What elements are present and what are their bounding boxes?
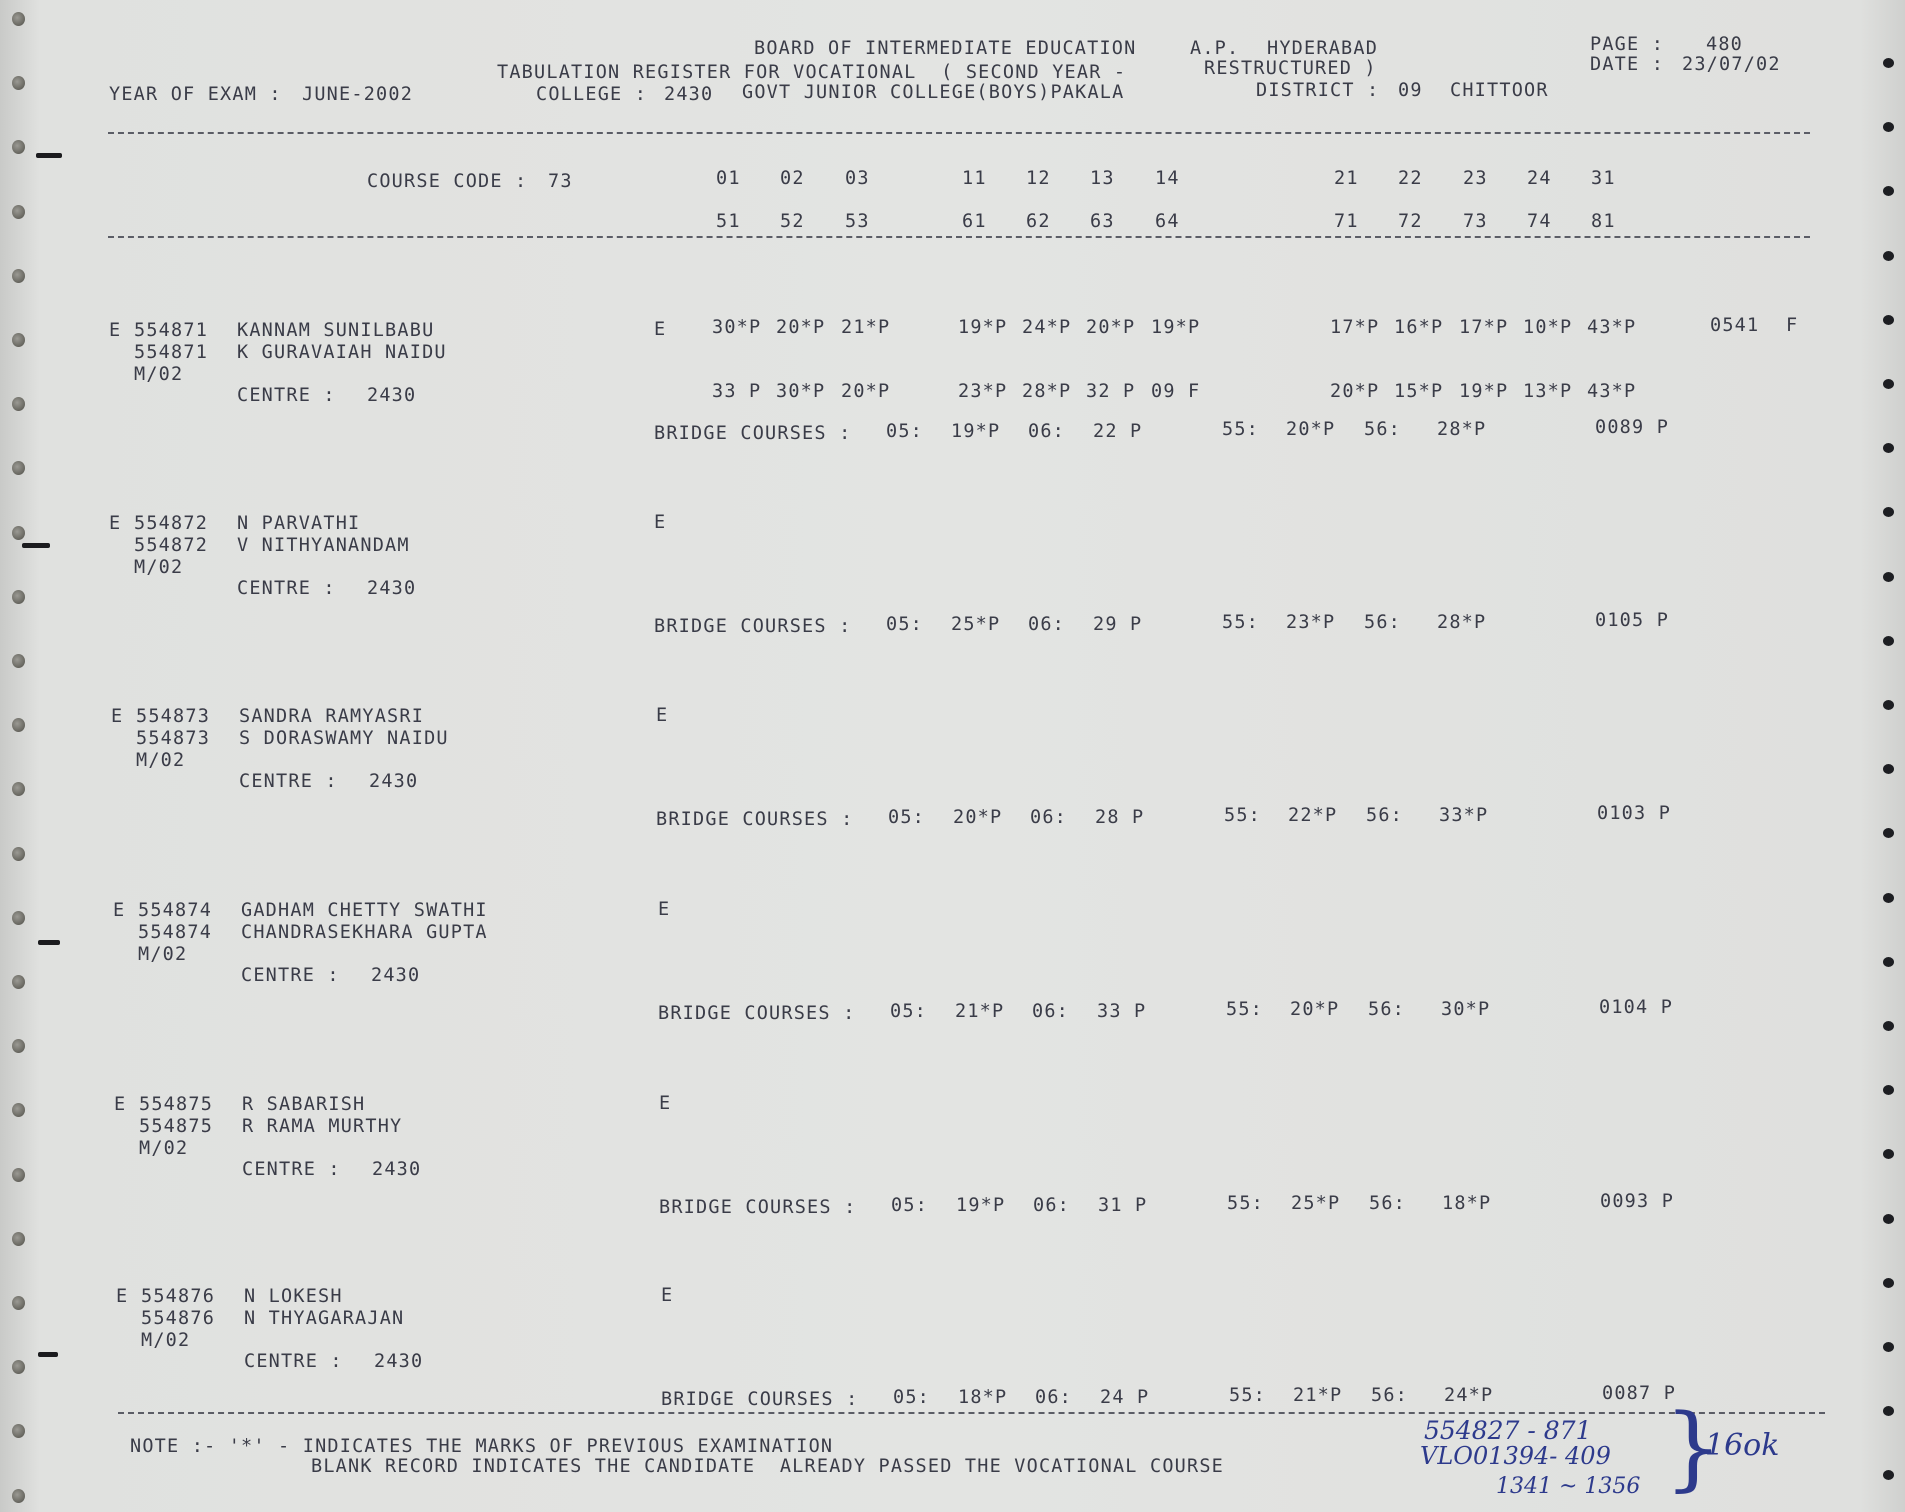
subject-mark: 30*P (712, 317, 762, 338)
candidate-name: GADHAM CHETTY SWATHI (241, 900, 488, 921)
registration-number: 554875 (139, 1116, 214, 1137)
bridge-code: 56: (1371, 1385, 1409, 1406)
subject-mark: 30*P (776, 381, 826, 402)
registration-number: 554871 (134, 342, 209, 363)
date-value: 23/07/02 (1682, 54, 1781, 75)
subject-mark: 15*P (1394, 381, 1444, 402)
medium-code: E (654, 319, 667, 340)
bridge-code: 55: (1226, 999, 1264, 1020)
record-prefix: E (111, 706, 124, 727)
subject-code: 52 (780, 211, 805, 232)
centre-label: CENTRE : (237, 578, 336, 599)
candidate-name: SANDRA RAMYASRI (239, 706, 425, 727)
bridge-mark: 22*P (1288, 805, 1338, 826)
bridge-mark: 18*P (1442, 1193, 1492, 1214)
bridge-mark: 20*P (953, 807, 1003, 828)
subject-mark: 09 F (1151, 381, 1201, 402)
divider-top (108, 132, 1810, 134)
restructured-label: RESTRUCTURED ) (1204, 58, 1377, 79)
margin-mark (22, 543, 50, 548)
bridge-code: 56: (1364, 419, 1402, 440)
subject-mark: 20*P (776, 317, 826, 338)
bridge-code: 55: (1224, 805, 1262, 826)
subject-mark: 10*P (1523, 317, 1573, 338)
subject-code: 24 (1527, 168, 1552, 189)
bridge-mark: 20*P (1286, 419, 1336, 440)
punch-hole-icon (1883, 700, 1894, 710)
bridge-total: 0089 P (1595, 417, 1670, 438)
medium-code: E (659, 1093, 672, 1114)
bridge-code: 06: (1030, 807, 1068, 828)
punch-hole-icon (1883, 58, 1894, 68)
bridge-mark: 21*P (1293, 1385, 1343, 1406)
hall-ticket-number: 554872 (134, 513, 209, 534)
note-line-1: NOTE :- '*' - INDICATES THE MARKS OF PREVIOUS EXAMINATION (130, 1436, 834, 1457)
bridge-code: 56: (1368, 999, 1406, 1020)
bridge-total: 0105 P (1595, 610, 1670, 631)
punch-hole-icon (1883, 1278, 1894, 1288)
exam-session: M/02 (139, 1138, 189, 1159)
bridge-mark: 20*P (1290, 999, 1340, 1020)
record-prefix: E (109, 320, 122, 341)
bridge-code: 56: (1369, 1193, 1407, 1214)
subject-mark: 32 P (1086, 381, 1136, 402)
father-name: K GURAVAIAH NAIDU (237, 342, 447, 363)
centre-code: 2430 (369, 771, 419, 792)
punch-hole-icon (12, 1424, 25, 1438)
punch-hole-icon (1883, 957, 1894, 967)
medium-code: E (661, 1285, 674, 1306)
page-number: 480 (1706, 34, 1744, 55)
centre-code: 2430 (367, 385, 417, 406)
subject-mark: 20*P (1330, 381, 1380, 402)
exam-session: M/02 (134, 364, 184, 385)
hall-ticket-number: 554876 (141, 1286, 216, 1307)
punch-hole-icon (1883, 1470, 1894, 1480)
bridge-total: 0104 P (1599, 997, 1674, 1018)
punch-hole-icon (12, 1039, 25, 1053)
punch-hole-icon (12, 461, 25, 475)
hall-ticket-number: 554874 (138, 900, 213, 921)
punch-hole-icon (1883, 251, 1894, 261)
centre-label: CENTRE : (242, 1159, 341, 1180)
punch-hole-icon (1883, 379, 1894, 389)
handwritten-initials: 16ok (1705, 1428, 1780, 1463)
punch-hole-icon (12, 975, 25, 989)
college-name: GOVT JUNIOR COLLEGE(BOYS)PAKALA (742, 82, 1125, 103)
bridge-code: 06: (1035, 1387, 1073, 1408)
punch-hole-icon (12, 333, 25, 347)
punch-hole-icon (1883, 572, 1894, 582)
subject-mark: 23*P (958, 381, 1008, 402)
subject-mark: 24*P (1022, 317, 1072, 338)
subject-mark: 43*P (1587, 381, 1637, 402)
father-name: V NITHYANANDAM (237, 535, 410, 556)
hall-ticket-number: 554875 (139, 1094, 214, 1115)
bridge-total: 0093 P (1600, 1191, 1675, 1212)
bridge-total: 0103 P (1597, 803, 1672, 824)
subject-code: 71 (1334, 211, 1359, 232)
bridge-courses-label: BRIDGE COURSES : (659, 1197, 857, 1218)
punch-hole-icon (1883, 636, 1894, 646)
district-code: 09 (1398, 80, 1423, 101)
candidate-name: N PARVATHI (237, 513, 361, 534)
hall-ticket-number: 554873 (136, 706, 211, 727)
subject-mark: 21*P (841, 317, 891, 338)
record-prefix: E (116, 1286, 129, 1307)
centre-label: CENTRE : (239, 771, 338, 792)
divider-bottom (118, 1412, 1825, 1414)
note-line-2: BLANK RECORD INDICATES THE CANDIDATE ALREADY PASSED THE VOCATIONAL COURSE (311, 1456, 1225, 1477)
record-prefix: E (114, 1094, 127, 1115)
punch-hole-icon (12, 76, 25, 90)
centre-label: CENTRE : (244, 1351, 343, 1372)
bridge-code: 56: (1366, 805, 1404, 826)
punch-hole-icon (12, 12, 25, 26)
bridge-code: 55: (1229, 1385, 1267, 1406)
handwritten-range-3: 1341 ~ 1356 (1496, 1474, 1641, 1499)
year-value: JUNE-2002 (302, 84, 414, 105)
punch-hole-icon (12, 269, 25, 283)
bridge-code: 05: (886, 614, 924, 635)
medium-code: E (654, 512, 667, 533)
bridge-mark: 23*P (1286, 612, 1336, 633)
bridge-code: 55: (1222, 419, 1260, 440)
bridge-mark: 21*P (955, 1001, 1005, 1022)
subject-code: 23 (1463, 168, 1488, 189)
punch-hole-icon (12, 654, 25, 668)
punch-hole-icon (1883, 893, 1894, 903)
bridge-code: 05: (890, 1001, 928, 1022)
bridge-total: 0087 P (1602, 1383, 1677, 1404)
punch-hole-icon (12, 1489, 25, 1503)
subject-code: 72 (1398, 211, 1423, 232)
subject-code: 74 (1527, 211, 1552, 232)
centre-code: 2430 (367, 578, 417, 599)
date-label: DATE : (1590, 54, 1665, 75)
hall-ticket-number: 554871 (134, 320, 209, 341)
margin-mark (38, 1352, 58, 1357)
father-name: CHANDRASEKHARA GUPTA (241, 922, 488, 943)
punch-hole-icon (1883, 1406, 1894, 1416)
subject-code: 31 (1591, 168, 1616, 189)
subject-mark: 19*P (958, 317, 1008, 338)
subject-code: 63 (1090, 211, 1115, 232)
punch-hole-icon (1883, 1149, 1894, 1159)
subject-code: 01 (716, 168, 741, 189)
subject-mark: 20*P (841, 381, 891, 402)
centre-label: CENTRE : (241, 965, 340, 986)
bridge-courses-label: BRIDGE COURSES : (654, 423, 852, 444)
punch-hole-icon (12, 526, 25, 540)
subject-code: 13 (1090, 168, 1115, 189)
punch-hole-icon (12, 140, 25, 154)
centre-code: 2430 (371, 965, 421, 986)
subject-code: 73 (1463, 211, 1488, 232)
bridge-mark: 25*P (951, 614, 1001, 635)
register-title: TABULATION REGISTER FOR VOCATIONAL ( SECOND YEAR - (497, 62, 1127, 83)
subject-code: 12 (1026, 168, 1051, 189)
punch-hole-icon (1883, 1021, 1894, 1031)
handwritten-range-1: 554827 - 871 (1424, 1416, 1592, 1445)
candidate-name: R SABARISH (242, 1094, 366, 1115)
registration-number: 554876 (141, 1308, 216, 1329)
punch-hole-icon (12, 1232, 25, 1246)
punch-hole-icon (1883, 315, 1894, 325)
divider-course (108, 236, 1810, 238)
bridge-code: 06: (1032, 1001, 1070, 1022)
bridge-mark: 19*P (956, 1195, 1006, 1216)
subject-code: 11 (962, 168, 987, 189)
college-code: 2430 (664, 84, 714, 105)
bridge-courses-label: BRIDGE COURSES : (658, 1003, 856, 1024)
bridge-code: 56: (1364, 612, 1402, 633)
centre-code: 2430 (372, 1159, 422, 1180)
punch-hole-icon (12, 718, 25, 732)
subject-mark: 43*P (1587, 317, 1637, 338)
punch-hole-icon (12, 590, 25, 604)
candidate-name: KANNAM SUNILBABU (237, 320, 435, 341)
subject-code: 51 (716, 211, 741, 232)
punch-hole-icon (1883, 507, 1894, 517)
district-name: CHITTOOR (1450, 80, 1549, 101)
punch-hole-icon (1883, 828, 1894, 838)
bridge-mark: 24 P (1100, 1387, 1150, 1408)
subject-code: 61 (962, 211, 987, 232)
punch-hole-icon (12, 205, 25, 219)
subject-mark: 19*P (1459, 381, 1509, 402)
registration-number: 554874 (138, 922, 213, 943)
course-code-label: COURSE CODE : (367, 171, 528, 192)
bridge-code: 05: (891, 1195, 929, 1216)
district-label: DISTRICT : (1256, 80, 1380, 101)
subject-code: 21 (1334, 168, 1359, 189)
punch-hole-icon (12, 1296, 25, 1310)
punch-hole-icon (12, 1360, 25, 1374)
record-prefix: E (109, 513, 122, 534)
bridge-code: 05: (893, 1387, 931, 1408)
handwritten-brace: } (1664, 1394, 1723, 1501)
subject-code: 62 (1026, 211, 1051, 232)
subject-mark: 19*P (1151, 317, 1201, 338)
subject-mark: 20*P (1086, 317, 1136, 338)
year-label: YEAR OF EXAM : (109, 84, 282, 105)
registration-number: 554872 (134, 535, 209, 556)
bridge-mark: 28*P (1437, 612, 1487, 633)
bridge-code: 06: (1033, 1195, 1071, 1216)
bridge-mark: 22 P (1093, 421, 1143, 442)
college-label: COLLEGE : (536, 84, 648, 105)
bridge-mark: 33*P (1439, 805, 1489, 826)
final-result: F (1786, 315, 1799, 336)
punch-hole-icon (1883, 443, 1894, 453)
punch-hole-icon (1883, 1085, 1894, 1095)
bridge-code: 06: (1028, 614, 1066, 635)
subject-code: 53 (845, 211, 870, 232)
exam-session: M/02 (138, 944, 188, 965)
punch-hole-icon (1883, 1214, 1894, 1224)
bridge-mark: 19*P (951, 421, 1001, 442)
subject-mark: 17*P (1459, 317, 1509, 338)
punch-hole-icon (12, 1103, 25, 1117)
exam-session: M/02 (141, 1330, 191, 1351)
centre-code: 2430 (374, 1351, 424, 1372)
punch-hole-icon (12, 782, 25, 796)
city-label: HYDERABAD (1267, 38, 1379, 59)
bridge-mark: 25*P (1291, 1193, 1341, 1214)
father-name: R RAMA MURTHY (242, 1116, 403, 1137)
bridge-courses-label: BRIDGE COURSES : (661, 1389, 859, 1410)
medium-code: E (658, 899, 671, 920)
bridge-code: 06: (1028, 421, 1066, 442)
subject-code: 14 (1155, 168, 1180, 189)
bridge-mark: 18*P (958, 1387, 1008, 1408)
subject-code: 81 (1591, 211, 1616, 232)
medium-code: E (656, 705, 669, 726)
bridge-code: 05: (886, 421, 924, 442)
margin-mark (36, 153, 62, 158)
subject-mark: 28*P (1022, 381, 1072, 402)
bridge-mark: 31 P (1098, 1195, 1148, 1216)
bridge-mark: 28 P (1095, 807, 1145, 828)
exam-session: M/02 (136, 750, 186, 771)
bridge-mark: 33 P (1097, 1001, 1147, 1022)
punch-hole-icon (12, 847, 25, 861)
punch-hole-icon (12, 397, 25, 411)
bridge-mark: 24*P (1444, 1385, 1494, 1406)
subject-mark: 13*P (1523, 381, 1573, 402)
candidate-name: N LOKESH (244, 1286, 343, 1307)
punch-hole-icon (1883, 1342, 1894, 1352)
bridge-code: 05: (888, 807, 926, 828)
margin-mark (38, 940, 60, 945)
page-label: PAGE : (1590, 34, 1665, 55)
course-code-value: 73 (548, 171, 573, 192)
subject-mark: 33 P (712, 381, 762, 402)
board-title: BOARD OF INTERMEDIATE EDUCATION (754, 38, 1137, 59)
bridge-mark: 29 P (1093, 614, 1143, 635)
bridge-code: 55: (1227, 1193, 1265, 1214)
bridge-courses-label: BRIDGE COURSES : (654, 616, 852, 637)
bridge-courses-label: BRIDGE COURSES : (656, 809, 854, 830)
state-label: A.P. (1190, 38, 1240, 59)
subject-code: 64 (1155, 211, 1180, 232)
handwritten-range-2: VLO01394- 409 (1420, 1442, 1611, 1470)
punch-hole-icon (1883, 186, 1894, 196)
bridge-mark: 28*P (1437, 419, 1487, 440)
record-prefix: E (113, 900, 126, 921)
subject-mark: 16*P (1394, 317, 1444, 338)
punch-hole-icon (1883, 122, 1894, 132)
punch-hole-icon (12, 911, 25, 925)
subject-code: 02 (780, 168, 805, 189)
bridge-mark: 30*P (1441, 999, 1491, 1020)
subject-code: 03 (845, 168, 870, 189)
grand-total: 0541 (1710, 315, 1760, 336)
bridge-code: 55: (1222, 612, 1260, 633)
father-name: S DORASWAMY NAIDU (239, 728, 449, 749)
subject-code: 22 (1398, 168, 1423, 189)
punch-hole-icon (1883, 764, 1894, 774)
subject-mark: 17*P (1330, 317, 1380, 338)
centre-label: CENTRE : (237, 385, 336, 406)
exam-session: M/02 (134, 557, 184, 578)
punch-hole-icon (12, 1168, 25, 1182)
registration-number: 554873 (136, 728, 211, 749)
father-name: N THYAGARAJAN (244, 1308, 405, 1329)
